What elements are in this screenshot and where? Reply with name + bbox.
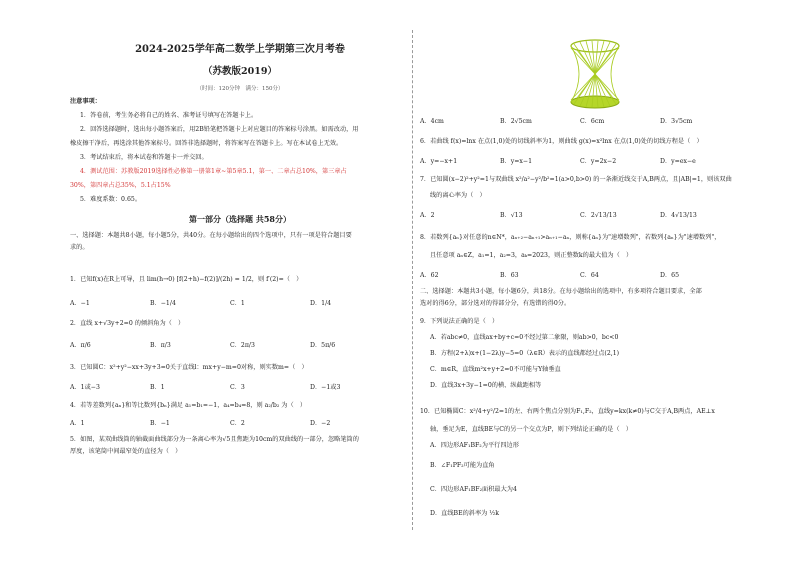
- option-d[interactable]: D．4√13/13: [660, 212, 697, 219]
- option-d[interactable]: D．5π/6: [310, 342, 336, 349]
- option-b[interactable]: B．63: [500, 272, 519, 279]
- option-c[interactable]: C．6cm: [580, 118, 605, 125]
- option-d[interactable]: D．65: [660, 272, 680, 279]
- option-c[interactable]: C．1: [230, 300, 245, 307]
- notice-item: 30%，第四章占总35%，5.1占15%: [70, 182, 171, 189]
- option-d[interactable]: D．3√5cm: [660, 118, 693, 125]
- exam-subtitle: （苏教版2019）: [203, 66, 277, 77]
- question-9-choice-d[interactable]: D．直线3x+3y−1=0的横、纵截距相等: [430, 382, 542, 389]
- notice-item: 2．回答选择题时，选出每小题答案后，用2B铅笔把答题卡上对应题目的答案标号涂黑。如需改动，用: [80, 126, 359, 133]
- option-b[interactable]: B．π/3: [150, 342, 171, 349]
- option-b[interactable]: B．y=x−1: [500, 158, 533, 165]
- question-9-choice-c[interactable]: C．m∈R，直线m²x+y+2=0不可能与Y轴垂直: [430, 366, 561, 373]
- question-4-stem: 4．若等差数列{aₙ}和等比数列{bₙ}满足 a₁=b₁=−1，a₄=b₄=8，则 a₂/b₂ 为（ ）: [70, 402, 307, 409]
- question-10-stem: 10．已知椭圆C：x²/4+y²/2=1的左、右两个焦点分别为F₁,F₂，直线y=kx(k≠0)与C交于A,B两点，AE⊥x: [420, 408, 715, 415]
- option-c[interactable]: C．y=2x−2: [580, 158, 617, 165]
- question-9-stem: 9．下列说法正确的是（ ）: [420, 318, 499, 325]
- notice-item: 1．答卷前，考生务必将自己的姓名、准考证号填写在答题卡上。: [80, 112, 258, 119]
- question-10-choice-c[interactable]: C．四边形AF₁BF₂面积最大为4: [430, 486, 517, 493]
- option-b[interactable]: B．1: [150, 384, 165, 391]
- part1-intro: 一、选择题：本题共8小题，每小题5分，共40分。在每小题给出的四个选项中，只有一项是符合题目要: [70, 232, 352, 239]
- question-10-choice-d[interactable]: D．直线BE的斜率为 ½k: [430, 510, 500, 517]
- option-d[interactable]: D．−2: [310, 420, 331, 427]
- option-a[interactable]: A．1或−3: [70, 384, 100, 391]
- option-c[interactable]: C．3: [230, 384, 245, 391]
- exam-meta: （时间：120分钟 满分：150分）: [196, 86, 284, 92]
- column-divider: [412, 30, 413, 530]
- option-d[interactable]: D．1/4: [310, 300, 332, 307]
- question-5-stem: 5．如图，某双曲线筒的轴截面曲线部分为一条离心率为√5且焦距为10cm的双曲线的一部分，忽略笔筒的: [70, 436, 359, 443]
- notice-item: 橡皮擦干净后，再选涂其他答案标号。回答非选择题时，将答案写在答题卡上。写在本试卷上无效。: [70, 140, 343, 147]
- part2-intro: 选对的得6分，部分选对的得部分分，有选错的得0分。: [420, 300, 571, 307]
- option-a[interactable]: A．y=−x+1: [420, 158, 458, 165]
- question-10-choice-a[interactable]: A．四边形AF₁BF₂为平行四边形: [430, 442, 519, 449]
- question-6-stem: 6．若曲线 f(x)=lnx 在点(1,0)处的切线斜率为1，则曲线 g(x)=x²lnx 在点(1,0)处的切线方程是（ ）: [420, 138, 703, 145]
- question-3-stem: 3．已知圆C：x²+y²−xx+3y+3=0关于直线l：mx+y−m=0对称，则实数m=（ ）: [70, 364, 308, 371]
- question-8-stem-cont: 且任意项 aₙ∈Z，a₁=1，a₂=3，aₖ=2023，则正整数k的最大值为（ ）: [430, 252, 633, 259]
- option-c[interactable]: C．2√13/13: [580, 212, 617, 219]
- option-c[interactable]: C．2π/3: [230, 342, 255, 349]
- question-10-stem-cont: 轴，垂足为E，直线BE与C的另一个交点为P，则下列结论正确的是（ ）: [430, 426, 632, 433]
- part1-heading: 第一部分（选择题 共58分）: [189, 214, 291, 224]
- option-a[interactable]: A．1: [70, 420, 85, 427]
- question-10-choice-b[interactable]: B．∠F₁PF₂可能为直角: [430, 462, 495, 469]
- question-1-stem: 1．已知f(x)在R上可导，且 lim(h→0) [f(2+h)−f(2)]/(2h) = 1/2，则 f′(2)=（ ）: [70, 276, 303, 283]
- part1-intro: 求的。: [70, 244, 89, 251]
- option-a[interactable]: A．62: [420, 272, 439, 279]
- question-9-choice-b[interactable]: B．方程(2+λ)x+(1−2λ)y−5=0（λ∈R）表示的直线都经过点(2,1): [430, 350, 620, 357]
- option-c[interactable]: C．64: [580, 272, 599, 279]
- question-8-stem: 8．若数列{aₙ}对任意的n∈N*，aₙ₊₂−aₙ₊₁>aₙ₊₁−aₙ，则称{aₙ}为"速增数列"，若数列{aₙ}为"速增数列"，: [420, 234, 721, 241]
- question-2-stem: 2．直线 x+√3y+2=0 的倾斜角为（ ）: [70, 320, 185, 327]
- option-a[interactable]: A．−1: [70, 300, 90, 307]
- question-5-stem-cont: 厚度，该笔筒中间最窄处的直径为（ ）: [70, 448, 182, 455]
- hyperboloid-vase-figure: [560, 38, 630, 110]
- option-d[interactable]: D．y=ex−e: [660, 158, 696, 165]
- option-b[interactable]: B．−1/4: [150, 300, 176, 307]
- option-b[interactable]: B．2√5cm: [500, 118, 532, 125]
- question-7-stem: 7．已知圆(x−2)²+y²=1与双曲线 x²/a²−y²/b²=1(a>0,b>0) 的一条渐近线交于A,B两点，且|AB|=1，则该双曲: [420, 176, 732, 183]
- notice-item: 4．测试范围：苏教版2019选择性必修第一册第1章~第5章5.1，第一、二章占总10%，第三章占: [80, 168, 347, 175]
- notice-heading: 注意事项：: [70, 98, 101, 105]
- option-a[interactable]: A．π/6: [70, 342, 91, 349]
- part2-intro: 二、选择题：本题共3小题，每小题6分，共18分。在每小题给出的选项中，有多项符合题目要求，全部: [420, 288, 702, 295]
- option-d[interactable]: D．−1或3: [310, 384, 341, 391]
- question-9-choice-a[interactable]: A．若abc≠0，直线ax+by+c=0不经过第二象限，则ab>0，bc<0: [430, 334, 619, 341]
- option-c[interactable]: C．2: [230, 420, 245, 427]
- notice-item: 3．考试结束后，将本试卷和答题卡一并交回。: [80, 154, 208, 161]
- option-a[interactable]: A．2: [420, 212, 435, 219]
- question-7-stem-cont: 线的离心率为（ ）: [430, 192, 486, 199]
- exam-title: 2024-2025学年高二数学上学期第三次月考卷: [135, 44, 345, 55]
- option-b[interactable]: B．−1: [150, 420, 170, 427]
- right-column: [420, 0, 750, 562]
- option-a[interactable]: A．4cm: [420, 118, 444, 125]
- option-b[interactable]: B．√13: [500, 212, 523, 219]
- left-column: [70, 0, 410, 562]
- notice-item: 5．难度系数：0.65。: [80, 196, 142, 203]
